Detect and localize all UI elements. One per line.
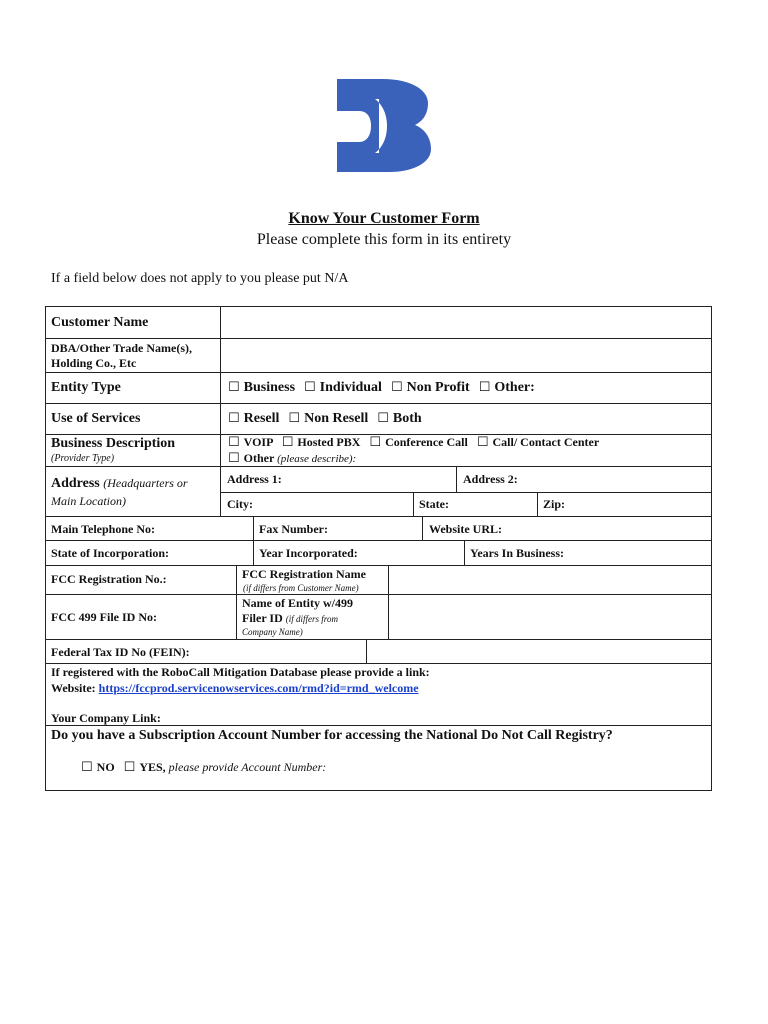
form-instruction: If a field below does not apply to you please put N/A (51, 271, 349, 286)
col-divider (422, 516, 423, 540)
dba-label (51, 341, 192, 371)
website-url-field[interactable]: Website URL: (429, 522, 502, 536)
use-of-services-label: Use of Services (51, 411, 141, 426)
address-label-text: Address (51, 476, 100, 491)
description-option-other: Other (243, 451, 275, 465)
row-divider (46, 639, 711, 640)
checkbox-empty-icon[interactable]: ☐ (476, 435, 489, 450)
address-label (51, 476, 188, 492)
row-divider (46, 372, 711, 373)
checkbox-empty-icon[interactable]: ☐ (228, 411, 240, 426)
checkbox-empty-icon[interactable]: ☐ (304, 380, 316, 395)
please-describe-note: (please describe): (277, 453, 357, 465)
city-field[interactable]: City: (227, 497, 253, 511)
col-divider (456, 466, 457, 492)
col-divider (366, 639, 367, 663)
service-option-resell: Resell (243, 411, 280, 426)
company-link-field[interactable]: Your Company Link: (51, 711, 161, 725)
provider-type-note: (Provider Type) (51, 453, 115, 464)
checkbox-empty-icon[interactable]: ☐ (81, 760, 93, 775)
entity-499-note-b: Company Name) (242, 627, 303, 637)
company-logo-db-icon (337, 79, 431, 172)
entity-type-options (228, 380, 535, 396)
fcc-registration-name-note: (if differs from Customer Name) (243, 583, 359, 593)
dnc-option-no: NO (96, 760, 115, 774)
col-divider (537, 492, 538, 516)
row-divider (46, 466, 711, 467)
checkbox-empty-icon[interactable]: ☐ (281, 435, 294, 450)
service-option-both: Both (392, 411, 422, 426)
fax-number-field[interactable]: Fax Number: (259, 522, 328, 536)
entity-499-line2-row (242, 611, 353, 626)
state-of-incorporation-field[interactable]: State of Incorporation: (51, 546, 169, 560)
row-divider (46, 516, 711, 517)
state-field[interactable]: State: (419, 497, 449, 511)
col-divider (464, 540, 465, 565)
customer-name-label: Customer Name (51, 315, 149, 330)
business-description-other (228, 451, 356, 466)
entity-499-line2: Filer ID (242, 611, 283, 625)
checkbox-empty-icon[interactable]: ☐ (390, 380, 403, 395)
address2-field[interactable]: Address 2: (463, 472, 518, 486)
checkbox-empty-icon[interactable]: ☐ (228, 435, 240, 450)
main-telephone-field[interactable]: Main Telephone No: (51, 522, 156, 536)
checkbox-empty-icon[interactable]: ☐ (288, 411, 301, 426)
row-divider (46, 403, 711, 404)
col-divider (220, 307, 221, 516)
row-divider (46, 540, 711, 541)
business-description-options (228, 435, 599, 450)
entity-option-other: Other: (494, 380, 535, 395)
fcc-499-file-id-field[interactable]: FCC 499 File ID No: (51, 610, 157, 624)
entity-499-label (242, 596, 353, 626)
federal-tax-id-field[interactable]: Federal Tax ID No (FEIN): (51, 645, 190, 659)
description-option-hosted-pbx: Hosted PBX (297, 435, 361, 449)
address-note-line1: (Headquarters or (103, 476, 188, 490)
dnc-option-yes: YES, (139, 760, 166, 774)
checkbox-empty-icon[interactable]: ☐ (478, 380, 491, 395)
description-option-contact-center: Call/ Contact Center (492, 435, 600, 449)
checkbox-empty-icon[interactable]: ☐ (123, 760, 136, 775)
dnc-answer (81, 760, 326, 775)
form-title: Know Your Customer Form (288, 210, 480, 227)
entity-option-individual: Individual (319, 380, 382, 395)
service-option-non-resell: Non Resell (304, 411, 369, 426)
dba-label-line1: DBA/Other Trade Name(s), (51, 341, 192, 355)
checkbox-empty-icon[interactable]: ☐ (377, 411, 389, 426)
business-description-label: Business Description (51, 436, 176, 451)
robocall-website-label: Website: (51, 681, 96, 695)
row-divider (220, 492, 711, 493)
address-note-line2: Main Location) (51, 494, 126, 508)
kyc-form-table (45, 306, 712, 791)
year-incorporated-field[interactable]: Year Incorporated: (259, 546, 358, 560)
dnc-yes-note: please provide Account Number: (168, 760, 327, 774)
dba-label-line2: Holding Co., Etc (51, 356, 137, 370)
robocall-text: If registered with the RoboCall Mitigation Database please provide a link: (51, 665, 430, 679)
description-option-voip: VOIP (243, 435, 273, 449)
col-divider (253, 516, 254, 565)
form-subtitle: Please complete this form in its entirety (256, 231, 512, 248)
checkbox-empty-icon[interactable]: ☐ (228, 380, 240, 395)
entity-type-label: Entity Type (51, 380, 121, 395)
fcc-registration-name-field[interactable] (389, 566, 710, 593)
use-of-services-options (228, 411, 422, 427)
entity-499-note-a: (if differs from (285, 614, 338, 624)
dba-field[interactable] (222, 340, 710, 371)
col-divider (413, 492, 414, 516)
dnc-question: Do you have a Subscription Account Number for accessing the National Do Not Call Registry? (51, 728, 613, 743)
row-divider (46, 338, 711, 339)
address1-field[interactable]: Address 1: (227, 472, 282, 486)
entity-499-field[interactable] (389, 595, 710, 638)
fcc-registration-no-field[interactable]: FCC Registration No.: (51, 572, 167, 586)
entity-option-non-profit: Non Profit (406, 380, 470, 395)
robocall-database-link[interactable]: https://fccprod.servicenowservices.com/rmd?id=rmd_welcome (98, 681, 419, 695)
years-in-business-field[interactable]: Years In Business: (470, 546, 565, 560)
checkbox-empty-icon[interactable]: ☐ (369, 435, 382, 450)
robocall-website (51, 681, 419, 696)
description-option-conference-call: Conference Call (385, 435, 468, 449)
entity-option-business: Business (243, 380, 296, 395)
zip-field[interactable]: Zip: (543, 497, 566, 511)
checkbox-empty-icon[interactable]: ☐ (228, 451, 240, 466)
customer-name-field[interactable] (222, 308, 710, 337)
fcc-registration-name-label: FCC Registration Name (242, 567, 366, 581)
entity-499-line1: Name of Entity w/499 (242, 596, 353, 610)
row-divider (46, 663, 711, 664)
col-divider (236, 565, 237, 639)
